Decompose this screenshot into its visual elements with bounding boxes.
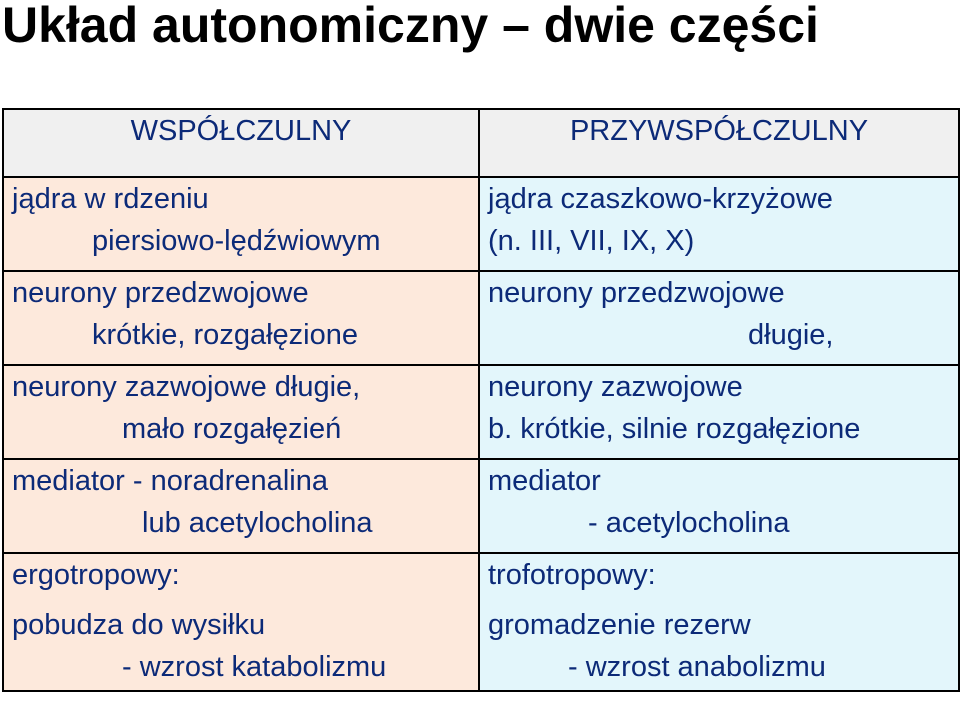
cell-parasympathetic-postganglionic [479,365,959,459]
table-row [3,459,959,553]
cell-text: krótkie, rozgałęzione [92,319,358,351]
cell-text: neurony przedzwojowe [488,277,785,309]
cell-sympathetic-function [3,553,479,691]
cell-sympathetic-preganglionic [3,271,479,365]
table-row [3,271,959,365]
cell-sympathetic-mediator [3,459,479,553]
cell-text: neurony przedzwojowe [12,277,309,309]
cell-text: jądra w rdzeniu [12,183,209,215]
cell-parasympathetic-preganglionic [479,271,959,365]
table-row [3,365,959,459]
cell-text: (n. III, VII, IX, X) [488,225,695,257]
cell-text: trofotropowy: [488,559,656,591]
page-title: Układ autonomiczny – dwie części [2,0,819,53]
table-row [3,553,959,691]
comparison-table [2,108,960,692]
cell-text: lub acetylocholina [142,507,373,539]
cell-text: jądra czaszkowo-krzyżowe [488,183,833,215]
cell-text: b. krótkie, silnie rozgałęzione [488,413,861,445]
header-sympathetic: WSPÓŁCZULNY [3,109,479,177]
cell-text: pobudza do wysiłku [12,609,266,641]
cell-sympathetic-postganglionic [3,365,479,459]
cell-text: neurony zazwojowe długie, [12,371,361,403]
cell-text: piersiowo-lędźwiowym [92,225,381,257]
cell-text: mało rozgałęzień [122,413,342,445]
cell-text: mediator [488,465,601,497]
cell-text: długie, [748,319,834,351]
cell-text: ergotropowy: [12,559,180,591]
table-header-row [3,109,959,177]
cell-text: gromadzenie rezerw [488,609,751,641]
cell-parasympathetic-mediator [479,459,959,553]
cell-parasympathetic-function [479,553,959,691]
table-row [3,177,959,271]
cell-text: neurony zazwojowe [488,371,743,403]
cell-text: - acetylocholina [588,507,790,539]
cell-text: - wzrost anabolizmu [568,651,826,683]
cell-text: mediator - noradrenalina [12,465,328,497]
cell-parasympathetic-nuclei [479,177,959,271]
cell-text: - wzrost katabolizmu [122,651,387,683]
cell-sympathetic-nuclei [3,177,479,271]
header-parasympathetic: PRZYWSPÓŁCZULNY [479,109,959,177]
